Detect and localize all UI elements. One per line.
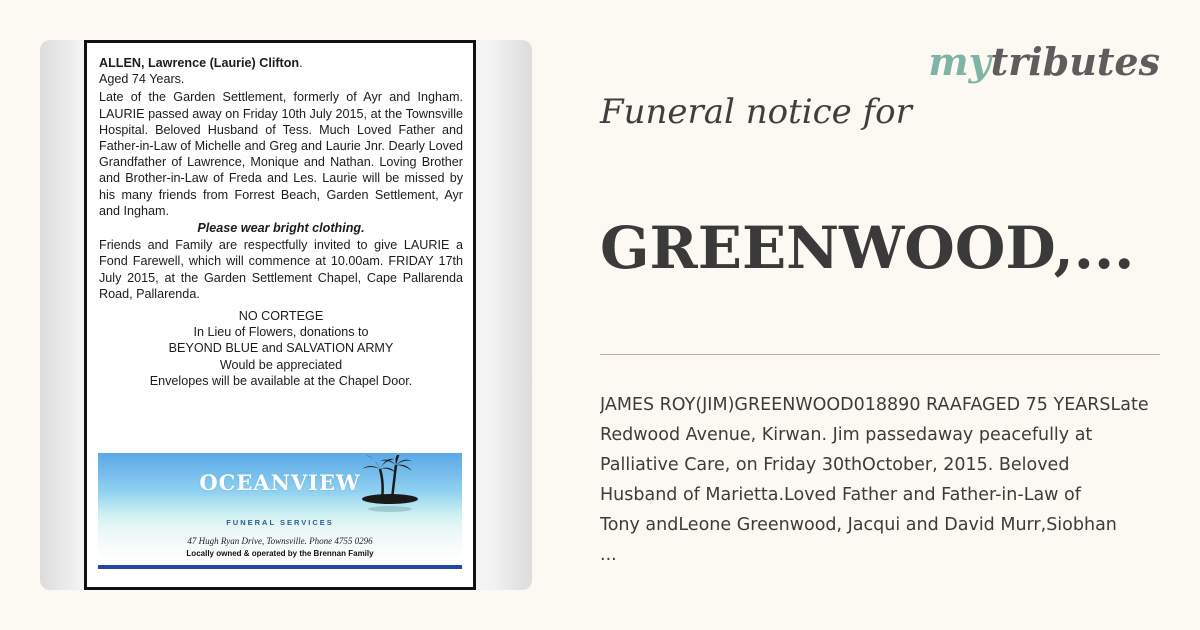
clothing-note: Please wear bright clothing. <box>197 221 365 236</box>
excerpt-line: JAMES ROY(JIM)GREENWOOD018890 RAAFAGED 75 YEARSLate <box>600 395 1149 415</box>
no-cortege-text: NO CORTEGE <box>238 309 324 324</box>
excerpt-ellipsis: ... <box>600 545 617 565</box>
funeral-home-address: 47 Hugh Ryan Drive, Townsville. Phone 4755 0296 <box>187 536 373 546</box>
deceased-age: Aged 74 Years. <box>99 72 185 87</box>
excerpt-line: Palliative Care, on Friday 30thOctober, 2015. Beloved <box>600 455 1070 475</box>
funeral-home-title: OCEANVIEW <box>199 470 361 495</box>
newspaper-notice <box>84 40 476 590</box>
excerpt-line: Redwood Avenue, Kirwan. Jim passedaway peacefully at <box>600 425 1093 445</box>
divider <box>600 354 1160 355</box>
lieu-text: In Lieu of Flowers, donations to <box>193 325 369 340</box>
intro-text: Funeral notice for <box>600 92 912 132</box>
notice-image-card <box>40 40 532 590</box>
notice-paragraph-2: Friends and Family are respectfully invited to give LAURIE a Fond Farewell, which will commence at 10.00am. FRIDAY 17th July 2015, at the Garden Settlement Chapel, Cape Pallarenda Road, Pallarenda. <box>99 238 463 301</box>
notice-excerpt <box>600 390 1200 570</box>
excerpt-line: Husband of Marietta.Loved Father and Father-in-Law of <box>600 485 1081 505</box>
deceased-name: ALLEN, Lawrence (Laurie) Clifton. <box>99 56 303 70</box>
advertisement-underline <box>98 565 462 569</box>
appreciated-text: Would be appreciated <box>219 357 343 372</box>
deceased-headline: GREENWOOD,... <box>600 214 1135 282</box>
notice-paragraph-1: Late of the Garden Settlement, formerly of Ayr and Ingham. LAURIE passed away on Friday 10th July 2015, at the Townsville Hospital. Beloved Husband of Tess. Much Loved Father and Father-in-Law of Michelle and Greg and Laurie Jnr. Dearly Loved Grandfather of Lawrence, Monique and Nathan. Loving Brother and Brother-in-Law of Freda and Les. Laurie will be missed by his many friends from Forrest Beach, Garden Settlement, Ayr and Ingham. <box>99 90 463 218</box>
charities-text: BEYOND BLUE and SALVATION ARMY <box>168 341 394 356</box>
funeral-home-advertisement <box>98 453 462 561</box>
mytributes-logo[interactable]: mytributes <box>928 39 1160 84</box>
funeral-home-subtitle: FUNERAL SERVICES <box>226 518 334 527</box>
excerpt-line: Tony andLeone Greenwood, Jacqui and David Murr,Siobhan <box>600 515 1117 535</box>
funeral-home-footer: Locally owned & operated by the Brennan Family <box>186 549 374 558</box>
envelopes-text: Envelopes will be available at the Chapel Door. <box>149 373 413 388</box>
